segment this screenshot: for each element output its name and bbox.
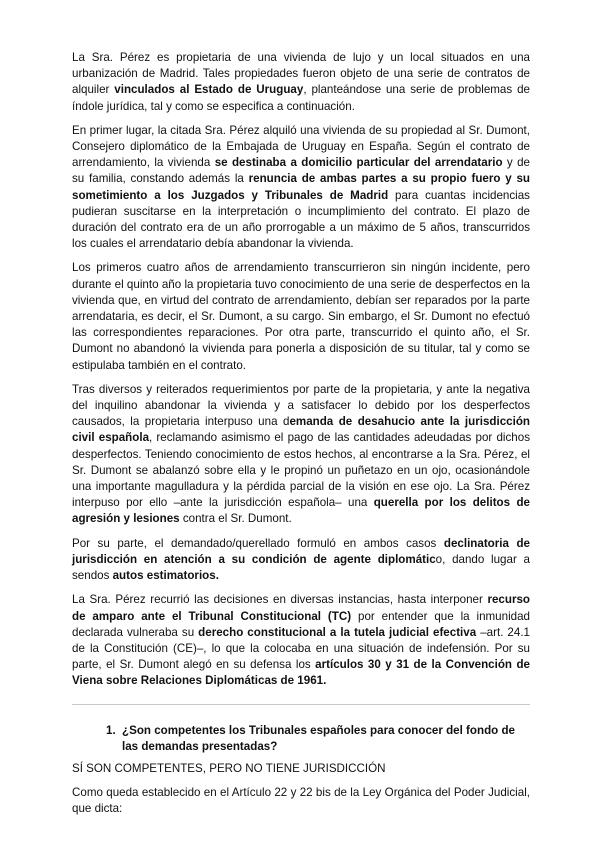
text-run: La Sra. Pérez es propietaria de una vivienda de lujo y un local situados en una urbanización de Madrid. Tales propiedades fueron objeto de una serie de contratos de alquiler	[72, 51, 530, 97]
text-run: , planteándose una serie de problemas de índole jurídica, tal y como se especifica a continuación.	[72, 83, 530, 113]
bold-run: vinculados al Estado de Uruguay	[114, 83, 304, 97]
text-run: En primer lugar, la citada Sra. Pérez alquiló una vivienda de su propiedad al Sr. Dumont, Consejero diplomático de la Embajada de Uruguay en España. Según el contrato de arrendamiento, la vivienda	[72, 123, 530, 170]
paragraph-7: Como queda establecido en el Artículo 22 y 22 bis de la Ley Orgánica del Poder Judicial, que dicta:	[72, 786, 530, 816]
question-item	[106, 723, 530, 755]
bold-run: artículos 30 y 31 de la Convención de Viena sobre Relaciones Diplomáticas de 1961.	[72, 658, 530, 688]
bold-run: declinatoria de jurisdicción en atención a su condición de agente diplomátic	[72, 536, 530, 566]
text-run: Por su parte, el demandado/querellado formuló en ambos casos	[72, 536, 444, 550]
bold-run: autos estimatorios.	[112, 569, 219, 583]
text-run: o, dando lugar a sendos	[72, 552, 530, 583]
text-run: y de su familia, constando además la	[72, 156, 530, 186]
paragraph-1	[72, 50, 530, 115]
bold-run: renuncia de ambas partes a su propio fuero y su sometimiento a los Juzgados y Tribunales de Madrid	[72, 172, 530, 202]
bold-run: se destinaba a domicilio particular del arrendatario	[214, 156, 503, 170]
text-run: para cuantas incidencias pudieran suscitarse en la interpretación o incumplimiento del contrato. El plazo de duración del contrato era de un año prorrogable a un máximo de 5 años, transcurridos los cuales el arrendatario debía abandonar la vivienda.	[72, 188, 530, 251]
text-run: , reclamando asimismo el pago de las cantidades adeudadas por dichos desperfectos. Teniendo conocimiento de estos hechos, al encontrarse a la Sra. Pérez, el Sr. Dumont se abalanzó sobre ella y le propinó un puñetazo en un ojo, ocasionándole una importante magulladura y la pérdida parcial de la visión en ese ojo. La Sra. Pérez interpuso por ello –ante la jurisdicción española– una	[72, 431, 530, 510]
question-text: ¿Son competentes los Tribunales españoles para conocer del fondo de las demandas presentadas?	[122, 723, 515, 753]
bold-run: querella por los delitos de agresión y lesiones	[72, 496, 530, 526]
bold-run: recurso de amparo ante el Tribunal Constitucional (TC)	[72, 593, 530, 623]
bold-run: emanda de desahucio ante la jurisdicción civil española	[72, 415, 530, 445]
bold-run: derecho constitucional a la tutela judicial efectiva	[198, 625, 477, 639]
answer-line: SÍ SON COMPETENTES, PERO NO TIENE JURISDICCIÓN	[72, 761, 386, 775]
paragraph-4	[72, 382, 530, 528]
text-run: –art. 24.1 de la Constitución (CE)–, lo que la colocaba en una situación de indefensión. Por su parte, el Sr. Dumont alegó en su defensa los	[72, 625, 531, 672]
paragraph-6	[72, 592, 530, 689]
paragraph-2	[72, 123, 530, 253]
section-divider	[72, 704, 530, 705]
text-run: La Sra. Pérez recurrió las decisiones en diversas instancias, hasta interponer	[72, 593, 488, 607]
text-run: Los primeros cuatro años de arrendamiento transcurrieron sin ningún incidente, pero durante el quinto año la propietaria tuvo conocimiento de una serie de desperfectos en la vivienda que, en virtud del contrato de arrendamiento, debían ser reparados por la parte arrendataria, es decir, el Sr. Dumont, a su cargo. Sin embargo, el Sr. Dumont no efectuó las correspondientes reparaciones. Por otra parte, transcurrido el quinto año, el Sr. Dumont no abandonó la vivienda para ponerla a disposición de su titular, tal y como se estipulaba también en el contrato.	[72, 261, 530, 372]
text-run: Tras diversos y reiterados requerimientos por parte de la propietaria, y ante la negativa del inquilino abandonar la vivienda y a satisfacer lo debido por los desperfectos causados, la propietaria interpuso una d	[72, 382, 530, 429]
text-run: contra el Sr. Dumont.	[179, 512, 292, 526]
question-number: 1.	[106, 723, 116, 737]
text-run: por entender que la inmunidad declarada vulneraba su	[72, 609, 530, 639]
paragraph-3	[72, 260, 530, 373]
paragraph-5	[72, 536, 530, 585]
